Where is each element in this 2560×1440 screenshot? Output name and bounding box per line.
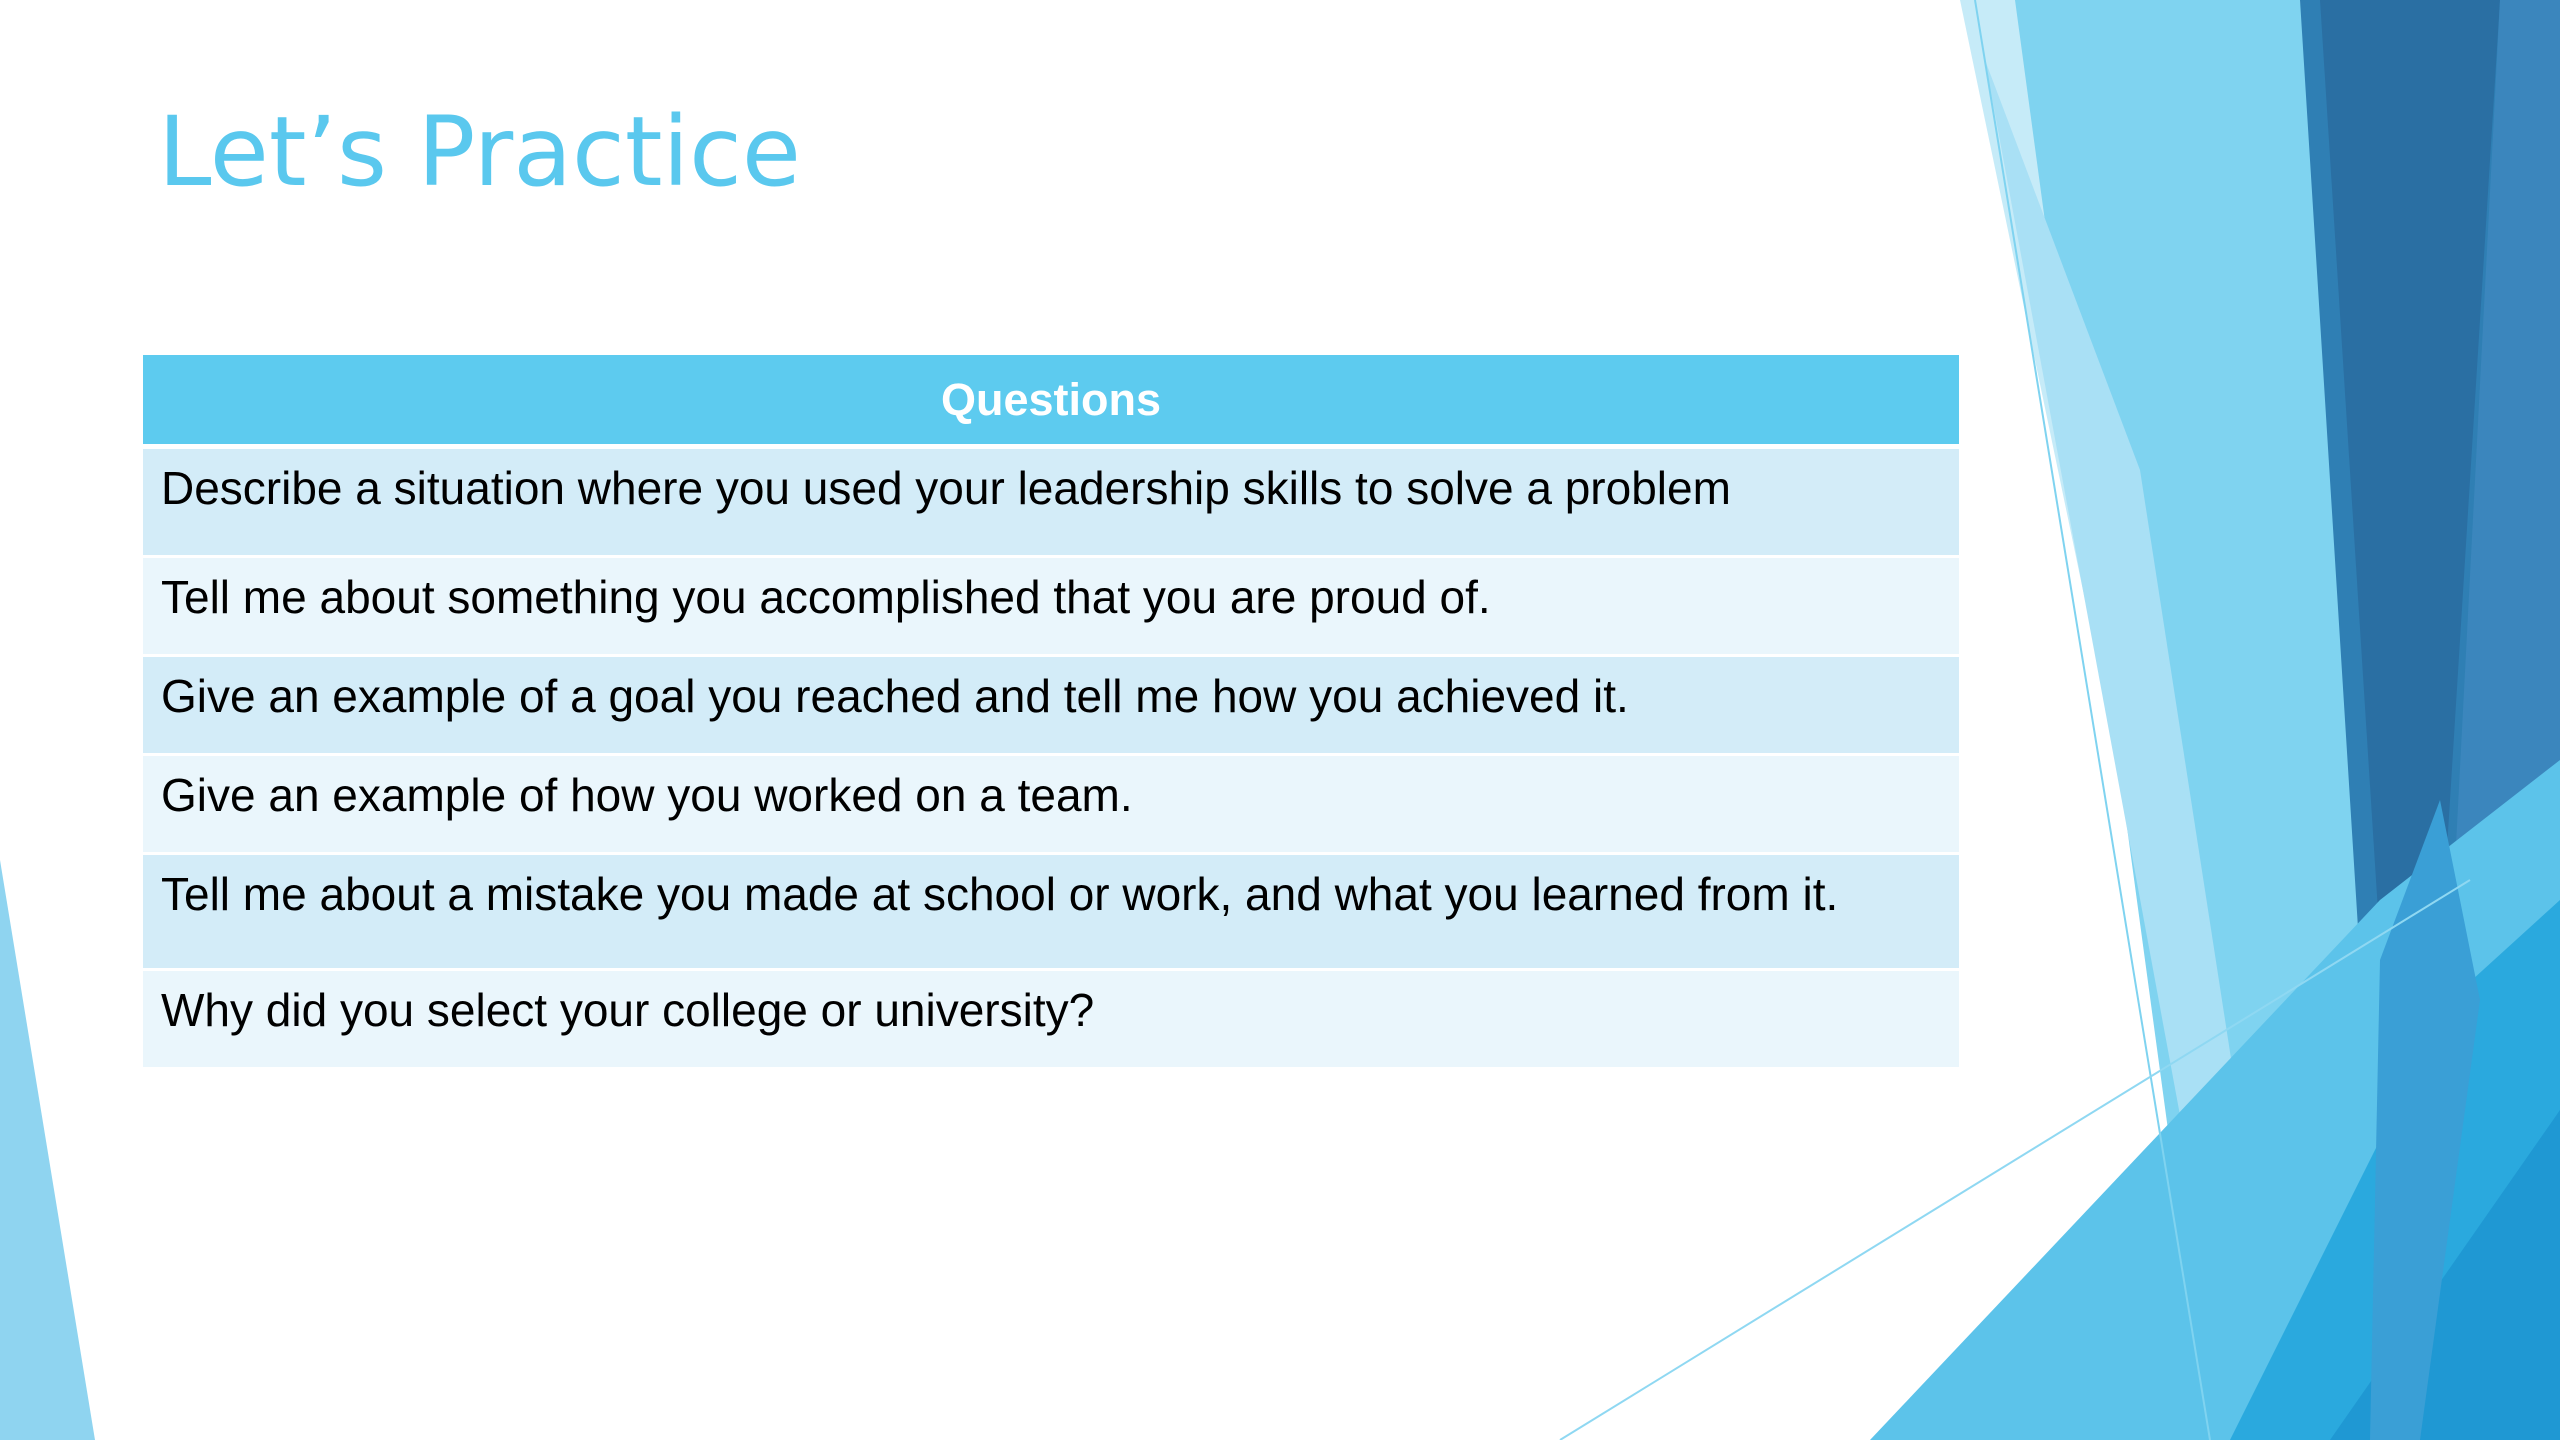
- table-header: Questions: [143, 355, 1959, 447]
- left-facet: [0, 860, 95, 1440]
- table-row: [143, 557, 1959, 656]
- question-cell: Tell me about something you accomplished that you are proud of.: [143, 557, 1959, 656]
- table-row: [143, 970, 1959, 1069]
- table-header-row: [143, 355, 1959, 447]
- table-row: [143, 656, 1959, 755]
- table-row: [143, 854, 1959, 970]
- slide-title: Let’s Practice: [158, 96, 801, 208]
- question-cell: Give an example of a goal you reached and tell me how you achieved it.: [143, 656, 1959, 755]
- question-cell: Why did you select your college or university?: [143, 970, 1959, 1069]
- table-row: [143, 447, 1959, 557]
- question-cell: Tell me about a mistake you made at school or work, and what you learned from it.: [143, 854, 1959, 970]
- question-cell: Describe a situation where you used your leadership skills to solve a problem: [143, 447, 1959, 557]
- questions-table: [143, 355, 1959, 1070]
- question-cell: Give an example of how you worked on a team.: [143, 755, 1959, 854]
- table-row: [143, 755, 1959, 854]
